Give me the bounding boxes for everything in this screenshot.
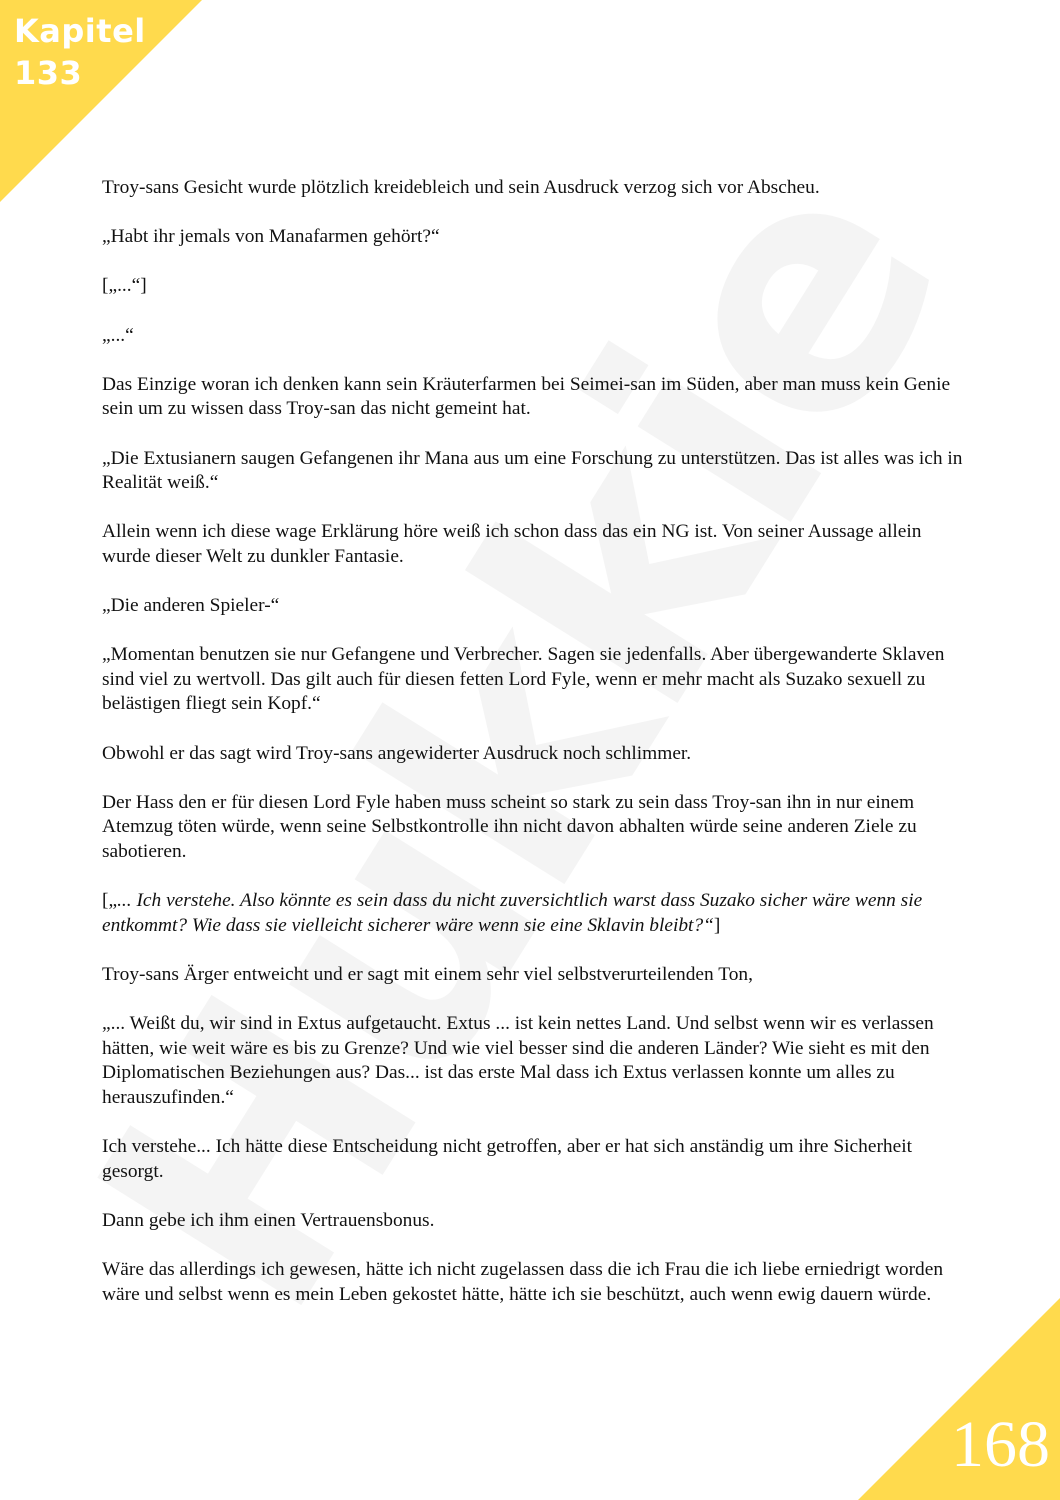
paragraph: Ich verstehe... Ich hätte diese Entscheidung nicht getroffen, aber er hat sich anständig um ihre Sicherheit gesorgt. bbox=[102, 1136, 912, 1182]
paragraph: „Habt ihr jemals von Manafarmen gehört?“ bbox=[102, 226, 440, 248]
italic-paragraph bbox=[102, 889, 964, 938]
page-number: 168 bbox=[951, 1408, 1050, 1481]
paragraph: Allein wenn ich diese wage Erklärung höre weiß ich schon dass das ein NG ist. Von seiner Aussage allein wurde dieser Welt zu dunkler Fantasie. bbox=[102, 521, 922, 567]
paragraph: Das Einzige woran ich denken kann sein Kräuterfarmen bei Seimei-san im Süden, aber man muss kein Genie sein um zu wissen dass Troy-san das nicht gemeint hat. bbox=[102, 373, 951, 420]
paragraph: Obwohl er das sagt wird Troy-sans angewiderter Ausdruck noch schlimmer. bbox=[102, 742, 692, 764]
bracket-open: [„ bbox=[102, 890, 118, 912]
paragraph: Der Hass den er für diesen Lord Fyle haben muss scheint so stark zu sein dass Troy-san ihn in nur einem Atemzug töten würde, wenn seine Selbstkontrolle ihn nicht davon abhalten würde seine anderen Ziele zu sabotieren. bbox=[102, 791, 917, 863]
chapter-number: 133 bbox=[14, 54, 83, 92]
italic-text: ... Ich verstehe. Also könnte es sein dass du nicht zuversichtlich warst dass Suzako sicher wäre wenn sie entkommt? Wie dass sie vielleicht sicherer wäre wenn sie eine Sklavin bleibt?“ bbox=[102, 890, 923, 936]
paragraph: Troy-sans Gesicht wurde plötzlich kreidebleich und sein Ausdruck verzog sich vor Abscheu. bbox=[102, 177, 820, 198]
paragraph: „... Weißt du, wir sind in Extus aufgetaucht. Extus ... ist kein nettes Land. Und selbst wenn wir es verlassen hätten, wie weit wäre es bis zu Grenze? Und wie viel besser sind die anderen Länder? Wie sieht es mit den Diplomatischen Beziehungen aus? Das... ist das erste Mal dass ich Extus verlassen konnte um alles zu herauszufinden.“ bbox=[102, 1013, 934, 1108]
paragraph: „Momentan benutzen sie nur Gefangene und Verbrecher. Sagen sie jedenfalls. Aber übergewanderte Sklaven sind viel zu wertvoll. Das gilt auch für diesen fetten Lord Fyle, wenn er mehr macht als Suzako sexuell zu belästigen fliegt sein Kopf.“ bbox=[102, 644, 945, 715]
paragraph: [„...“] bbox=[102, 275, 147, 297]
paragraph: Wäre das allerdings ich gewesen, hätte ich nicht zugelassen dass die ich Frau die ich liebe erniedrigt worden wäre und selbst wenn es mein Leben gekostet hätte, hätte ich sie beschützt, auch wenn ewig dauern würde. bbox=[102, 1259, 944, 1305]
paragraph: Troy-sans Ärger entweicht und er sagt mit einem sehr viel selbstverurteilenden Ton, bbox=[102, 964, 753, 985]
chapter-label bbox=[14, 10, 146, 94]
bracket-close: ] bbox=[713, 914, 721, 936]
paragraph: Dann gebe ich ihm einen Vertrauensbonus. bbox=[102, 1209, 435, 1231]
paragraph: „Die anderen Spieler-“ bbox=[102, 595, 280, 617]
paragraph: „...“ bbox=[102, 324, 134, 346]
paragraph: „Die Extusianern saugen Gefangenen ihr Mana aus um eine Forschung zu unterstützen. Das ist alles was ich in Realität weiß.“ bbox=[102, 447, 963, 494]
chapter-word: Kapitel bbox=[14, 12, 146, 50]
page-body bbox=[102, 176, 964, 1332]
